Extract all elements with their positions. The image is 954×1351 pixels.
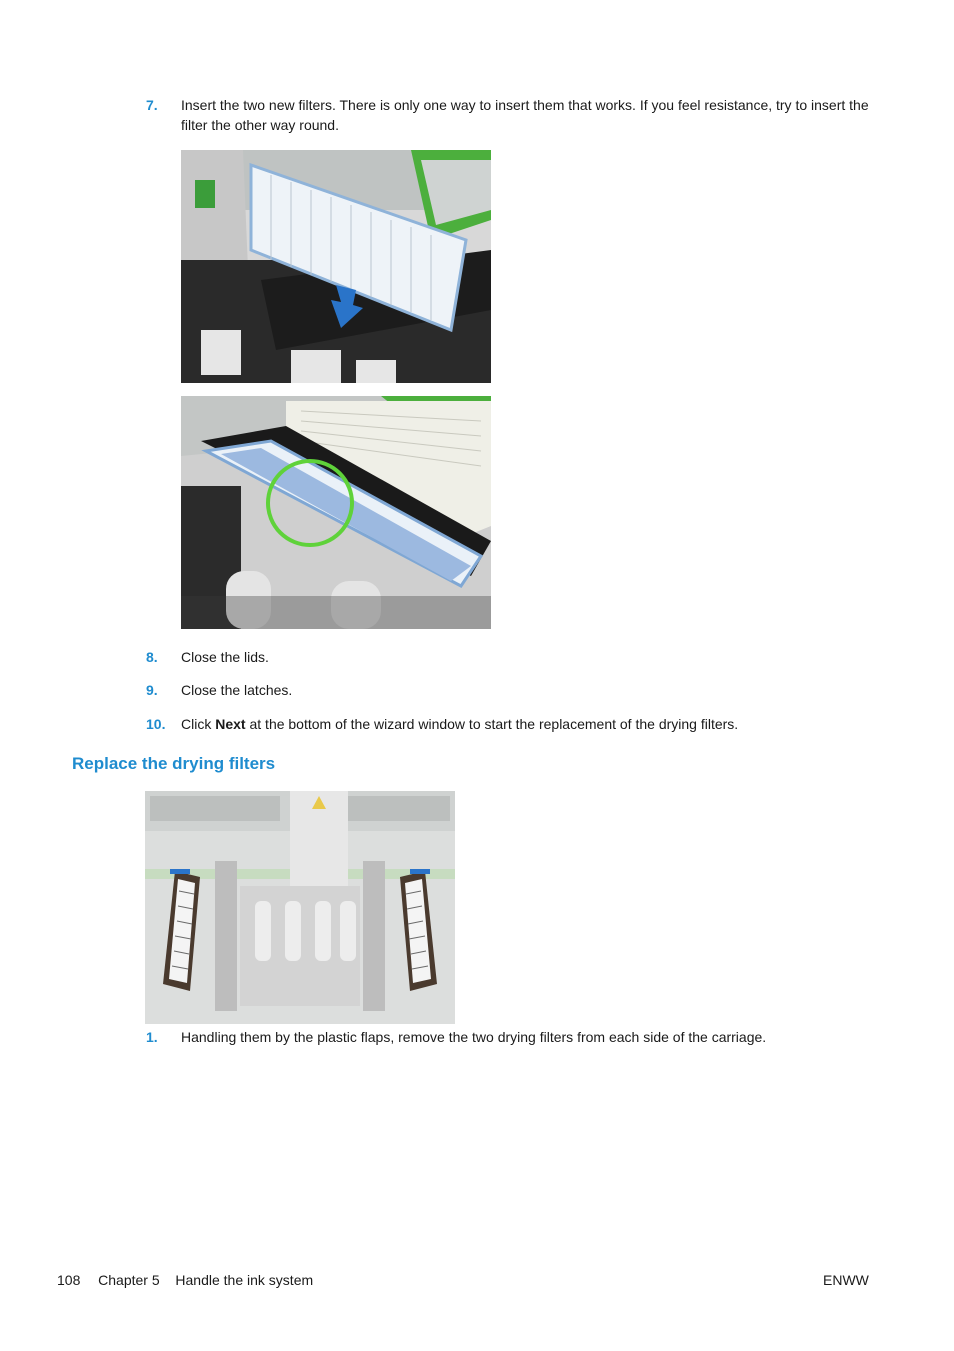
chapter-label: Chapter 5: [98, 1272, 160, 1288]
step-text-part: Click: [181, 716, 216, 732]
page-number: 108: [57, 1272, 81, 1288]
step-number: 7.: [146, 97, 158, 113]
drying-filters-illustration: [145, 791, 455, 1024]
footer-right-label: ENWW: [823, 1272, 869, 1288]
step-text: Handling them by the plastic flaps, remove the two drying filters from each side of the carriage.: [181, 1029, 767, 1045]
chapter-title: Handle the ink system: [175, 1272, 314, 1288]
next-button-reference: Next: [215, 716, 246, 732]
step-text: Insert the two new filters. There is only one way to insert them that works. If you feel resistance, try to insert the filter the other way round.: [181, 97, 869, 133]
page-footer-left: [57, 1272, 313, 1288]
insert-filter-illustration: [181, 150, 491, 383]
step-text: Close the latches.: [181, 682, 293, 698]
step-number: 9.: [146, 682, 158, 698]
section-heading: Replace the drying filters: [72, 754, 276, 773]
step-text-part: at the bottom of the wizard window to start the replacement of the drying filters.: [245, 716, 739, 732]
step-text: Close the lids.: [181, 649, 269, 665]
filter-inserted-illustration: [181, 396, 491, 629]
step-number: 8.: [146, 649, 158, 665]
step-number: 1.: [146, 1029, 158, 1045]
step-number: 10.: [146, 716, 166, 732]
step-text: [181, 714, 871, 734]
